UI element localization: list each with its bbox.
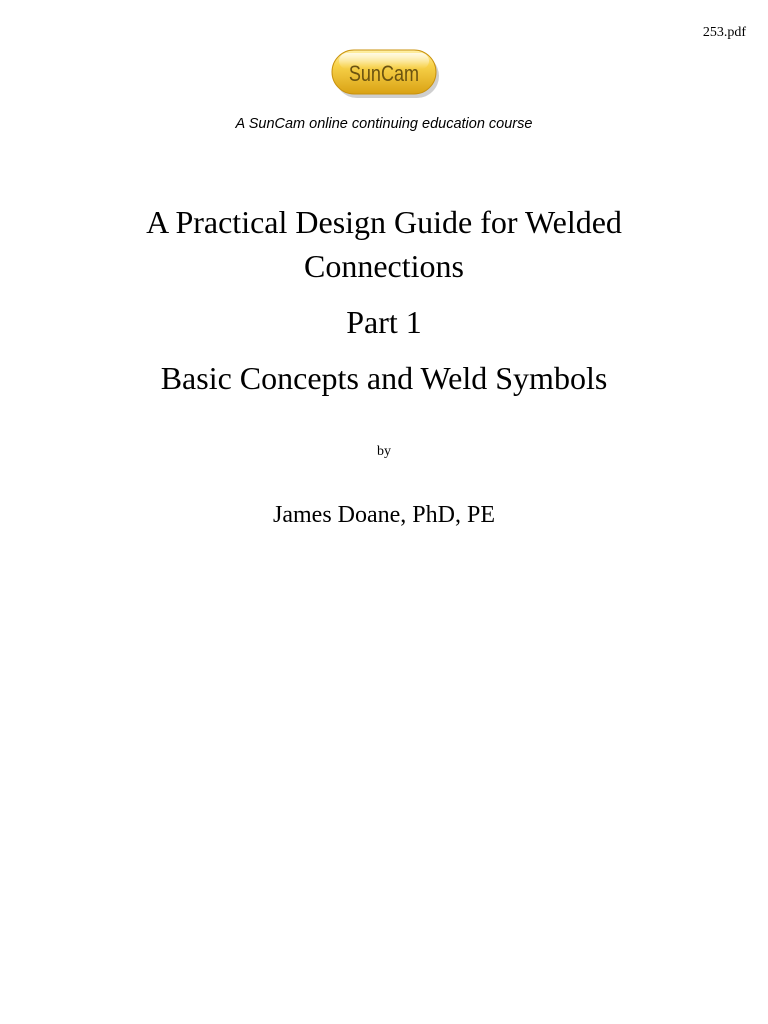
part-label: Part 1 [346, 304, 422, 340]
title-line-1: A Practical Design Guide for Welded [146, 204, 622, 240]
suncam-logo [331, 48, 441, 100]
document-title [0, 200, 768, 400]
subtitle: Basic Concepts and Weld Symbols [160, 360, 608, 396]
title-line-2: Connections [304, 248, 464, 284]
file-label: 253.pdf [702, 25, 746, 40]
logo-text: SunCam [348, 62, 420, 87]
tagline: A SunCam online continuing education course [235, 116, 533, 132]
author-name: James Doane, PhD, PE [273, 502, 495, 528]
by-label: by [377, 444, 391, 459]
